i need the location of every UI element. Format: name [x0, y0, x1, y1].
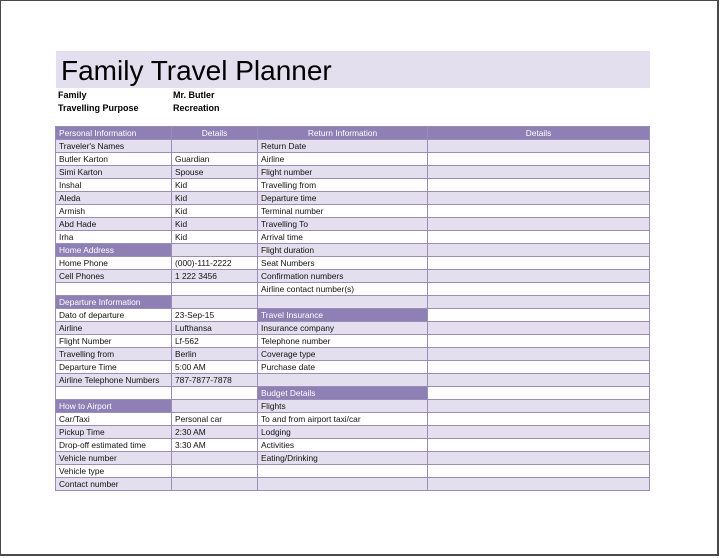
table-cell[interactable]: Arrival time: [258, 231, 428, 244]
table-cell[interactable]: [428, 231, 650, 244]
table-cell[interactable]: [428, 478, 650, 491]
table-cell[interactable]: To and from airport taxi/car: [258, 413, 428, 426]
table-cell[interactable]: [428, 192, 650, 205]
table-cell[interactable]: [428, 257, 650, 270]
table-row: [56, 400, 650, 413]
table-row: [56, 244, 650, 257]
family-label: Family: [58, 90, 87, 100]
table-row: [56, 413, 650, 426]
table-cell[interactable]: [428, 374, 650, 387]
table-cell[interactable]: Travelling To: [258, 218, 428, 231]
table-row: [56, 153, 650, 166]
table-cell[interactable]: [428, 465, 650, 478]
table-cell[interactable]: Kid: [172, 192, 258, 205]
table-cell[interactable]: Terminal number: [258, 205, 428, 218]
table-row: [56, 257, 650, 270]
table-cell[interactable]: Flight Number: [56, 335, 172, 348]
table-cell[interactable]: Confirmation numbers: [258, 270, 428, 283]
table-cell[interactable]: Vehicle type: [56, 465, 172, 478]
table-cell[interactable]: 5:00 AM: [172, 361, 258, 374]
table-cell[interactable]: [172, 296, 258, 309]
table-cell[interactable]: [428, 218, 650, 231]
section-heading-cell[interactable]: Home Address: [56, 244, 172, 257]
table-row: [56, 387, 650, 400]
table-cell[interactable]: Pickup Time: [56, 426, 172, 439]
table-cell[interactable]: Contact number: [56, 478, 172, 491]
table-cell[interactable]: Drop-off estimated time: [56, 439, 172, 452]
table-cell[interactable]: 23-Sep-15: [172, 309, 258, 322]
table-cell[interactable]: [428, 166, 650, 179]
header-details: Details: [172, 127, 258, 140]
section-heading-cell[interactable]: Departure Information: [56, 296, 172, 309]
table-cell[interactable]: [428, 309, 650, 322]
table-cell[interactable]: Guardian: [172, 153, 258, 166]
table-cell[interactable]: [56, 387, 172, 400]
table-cell[interactable]: [172, 465, 258, 478]
family-value: Mr. Butler: [173, 90, 215, 100]
table-row: [56, 296, 650, 309]
table-cell[interactable]: [172, 140, 258, 153]
travel-planner-table: [55, 126, 650, 491]
table-cell[interactable]: Purchase date: [258, 361, 428, 374]
table-cell[interactable]: (000)-111-2222: [172, 257, 258, 270]
table-row: [56, 439, 650, 452]
table-cell[interactable]: [172, 387, 258, 400]
section-heading-cell[interactable]: Budget Details: [258, 387, 428, 400]
table-cell[interactable]: [172, 478, 258, 491]
table-cell[interactable]: [258, 478, 428, 491]
table-cell[interactable]: [258, 374, 428, 387]
table-cell[interactable]: [428, 244, 650, 257]
header-row: [56, 127, 650, 140]
table-row: [56, 452, 650, 465]
table-cell[interactable]: Flight duration: [258, 244, 428, 257]
purpose-label: Travelling Purpose: [58, 103, 139, 113]
table-row: [56, 309, 650, 322]
table-row: [56, 322, 650, 335]
table-cell[interactable]: Home Phone: [56, 257, 172, 270]
table-cell[interactable]: 2:30 AM: [172, 426, 258, 439]
table-row: [56, 218, 650, 231]
table-cell[interactable]: [428, 400, 650, 413]
table-cell[interactable]: [258, 296, 428, 309]
table-cell[interactable]: [172, 452, 258, 465]
header-return-information: Return Information: [258, 127, 428, 140]
table-cell[interactable]: Departure time: [258, 192, 428, 205]
table-row: [56, 192, 650, 205]
table-cell[interactable]: [428, 439, 650, 452]
section-heading-cell[interactable]: How to Airport: [56, 400, 172, 413]
table-cell[interactable]: Spouse: [172, 166, 258, 179]
table-cell[interactable]: Travelling from: [56, 348, 172, 361]
table-cell[interactable]: Kid: [172, 231, 258, 244]
table-cell[interactable]: Car/Taxi: [56, 413, 172, 426]
table-cell[interactable]: [428, 322, 650, 335]
table-row: [56, 179, 650, 192]
table-cell[interactable]: Lufthansa: [172, 322, 258, 335]
table-row: [56, 348, 650, 361]
table-cell[interactable]: Lf-562: [172, 335, 258, 348]
table-row: [56, 140, 650, 153]
table-cell[interactable]: [172, 244, 258, 257]
table-row: [56, 166, 650, 179]
table-row: [56, 283, 650, 296]
table-cell[interactable]: [428, 348, 650, 361]
table-cell[interactable]: [428, 452, 650, 465]
table-row: [56, 465, 650, 478]
table-cell[interactable]: Airline Telephone Numbers: [56, 374, 172, 387]
table-cell[interactable]: Telephone number: [258, 335, 428, 348]
table-cell[interactable]: [428, 413, 650, 426]
table-cell[interactable]: [428, 270, 650, 283]
table-cell[interactable]: [56, 283, 172, 296]
table-cell[interactable]: Berlin: [172, 348, 258, 361]
table-cell[interactable]: Travelling from: [258, 179, 428, 192]
table-cell[interactable]: [428, 283, 650, 296]
table-cell[interactable]: Airline: [258, 153, 428, 166]
table-cell[interactable]: Kid: [172, 179, 258, 192]
title-band: [56, 51, 650, 88]
table-cell[interactable]: Dato of departure: [56, 309, 172, 322]
table-cell[interactable]: 1 222 3456: [172, 270, 258, 283]
table-cell[interactable]: 787-7877-7878: [172, 374, 258, 387]
table-cell[interactable]: Airline: [56, 322, 172, 335]
table-cell[interactable]: Kid: [172, 218, 258, 231]
table-row: [56, 426, 650, 439]
table-cell[interactable]: Kid: [172, 205, 258, 218]
table-cell[interactable]: Inshal: [56, 179, 172, 192]
section-heading-cell[interactable]: Travel Insurance: [258, 309, 428, 322]
table-row: [56, 478, 650, 491]
table-cell[interactable]: Return Date: [258, 140, 428, 153]
table-cell[interactable]: Aleda: [56, 192, 172, 205]
table-cell[interactable]: [428, 153, 650, 166]
table-cell[interactable]: [428, 179, 650, 192]
table-cell[interactable]: Coverage type: [258, 348, 428, 361]
table-row: [56, 374, 650, 387]
table-cell[interactable]: Butler Karton: [56, 153, 172, 166]
table-cell[interactable]: Cell Phones: [56, 270, 172, 283]
table-cell[interactable]: Traveler's Names: [56, 140, 172, 153]
page-title: Family Travel Planner: [61, 55, 332, 86]
table-cell[interactable]: [258, 465, 428, 478]
table-cell[interactable]: [428, 387, 650, 400]
table-cell[interactable]: Activities: [258, 439, 428, 452]
table-cell[interactable]: Seat Numbers: [258, 257, 428, 270]
table-row: [56, 335, 650, 348]
table-cell[interactable]: 3:30 AM: [172, 439, 258, 452]
header-personal-information: Personal Information: [56, 127, 172, 140]
table-cell[interactable]: Eating/Drinking: [258, 452, 428, 465]
table-cell[interactable]: [428, 335, 650, 348]
table-cell[interactable]: [172, 283, 258, 296]
table-cell[interactable]: [428, 361, 650, 374]
table-cell[interactable]: [428, 296, 650, 309]
table-cell[interactable]: [172, 400, 258, 413]
table-row: [56, 270, 650, 283]
table-row: [56, 231, 650, 244]
table-cell[interactable]: Abd Hade: [56, 218, 172, 231]
table-cell[interactable]: [428, 205, 650, 218]
header-details: Details: [428, 127, 650, 140]
table-cell[interactable]: Insurance company: [258, 322, 428, 335]
table-cell[interactable]: Departure Time: [56, 361, 172, 374]
table-cell[interactable]: Airline contact number(s): [258, 283, 428, 296]
table-cell[interactable]: Flights: [258, 400, 428, 413]
table-cell[interactable]: Armish: [56, 205, 172, 218]
table-cell[interactable]: [428, 426, 650, 439]
table-row: [56, 361, 650, 374]
table-cell[interactable]: Lodging: [258, 426, 428, 439]
table-cell[interactable]: Irha: [56, 231, 172, 244]
table-row: [56, 205, 650, 218]
table-cell[interactable]: Personal car: [172, 413, 258, 426]
table-cell[interactable]: [428, 140, 650, 153]
table-cell[interactable]: Simi Karton: [56, 166, 172, 179]
purpose-value: Recreation: [173, 103, 220, 113]
table-cell[interactable]: Flight number: [258, 166, 428, 179]
table-cell[interactable]: Vehicle number: [56, 452, 172, 465]
